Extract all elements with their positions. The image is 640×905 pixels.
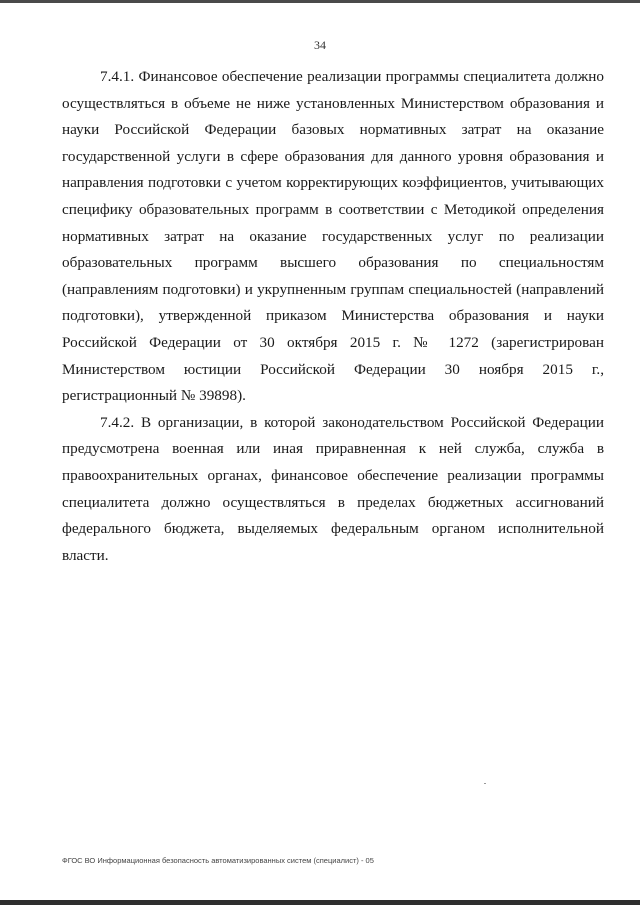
page-edge-bottom xyxy=(0,900,640,905)
paragraph-7-4-2: 7.4.2. В организации, в которой законодательством Российской Федерации предусмотрена военная или иная приравненная к ней служба, служба в правоохранительных органах, финансовое обеспечение реализации программы специалитета должно осуществляться в пределах бюджетных ассигнований федерального бюджета, выделяемых федеральным органом исполнительной власти. xyxy=(62,413,604,564)
scan-speck xyxy=(484,783,486,784)
paragraph-7-4-1: 7.4.1. Финансовое обеспечение реализации программы специалитета должно осуществляться в объеме не ниже установленных Министерством образования и науки Российской Федерации базовых нормативных затрат на оказание государственной услуги в сфере образования для данного уровня образования и направления подготовки с учетом корректирующих коэффициентов, учитывающих специфику образовательных программ в соответствии с Методикой определения нормативных затрат на оказание государственных услуг по реализации образовательных программ высшего образования по специальностям (направлениям подготовки) и укрупненным группам специальностей (направлений подготовки), утвержденной приказом Министерства образования и науки Российской Федерации от 30 октября 2015 г. № 1272 (зарегистрирован Министерством юстиции Российской Федерации 30 ноября 2015 г., регистрационный № 39898). xyxy=(62,68,604,405)
page-edge-top xyxy=(0,0,640,3)
document-footer: ФГОС ВО Информационная безопасность автоматизированных систем (специалист) - 05 xyxy=(62,856,374,865)
document-body xyxy=(62,64,604,569)
page-number: 34 xyxy=(314,38,326,52)
